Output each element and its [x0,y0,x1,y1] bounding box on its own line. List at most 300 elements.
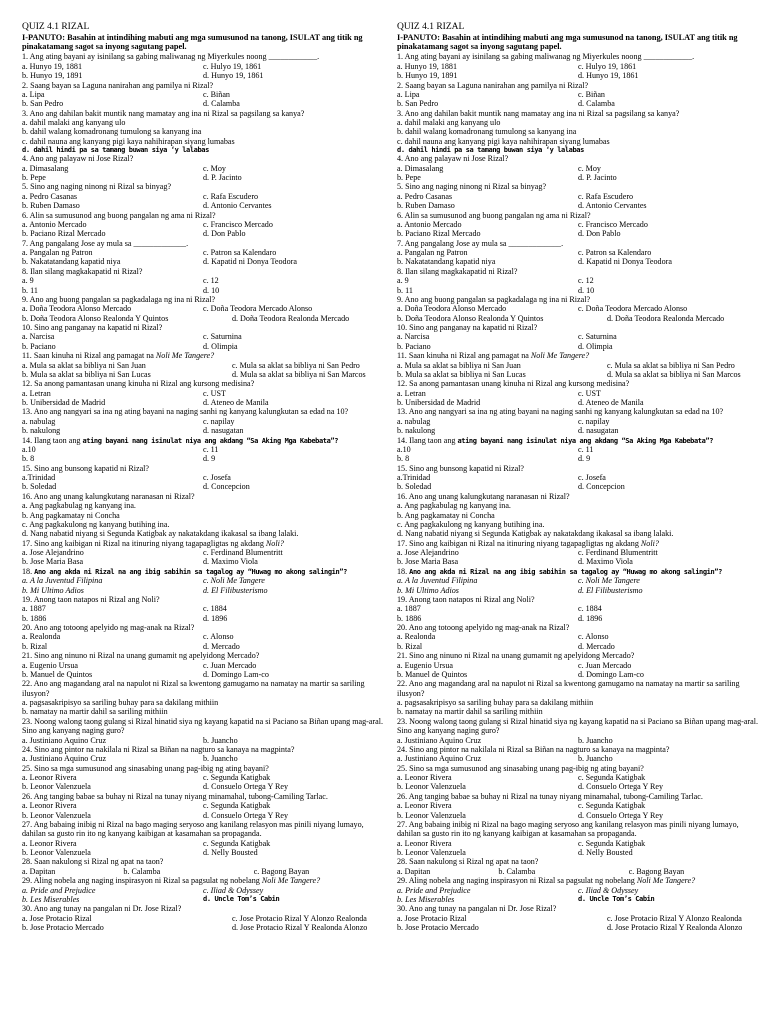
question-prompt: 22. Ano ang magandang aral na napulot ni Rizal sa kwentong gamugamo na namatay na martir sa sariling ilusyon? [22,679,365,698]
answer-choice: c. Biñan [578,89,605,99]
quiz-instructions: I-PANUTO: Basahin at intindihing mabuti ang mga sumusunod na tanong, ISULAT ang titik ng pinakatamang sagot sa inyong sagutang papel. [22,32,363,52]
answer-choice: d. El Filibusterismo [203,585,268,595]
answer-row [397,811,759,820]
question-prompt: 9. Ano ang buong pangalan sa pagkadalaga ng ina ni Rizal? [22,294,216,304]
answer-choice: d. Nang nabatid niyang si Segunda Katigbak ay nakatakdang ikakasal sa ibang lalaki. [22,529,299,539]
answer-row [397,914,759,923]
answer-choice: c. napilay [203,416,235,426]
answer-row [397,229,759,238]
answer-choice: a. Pride and Prejudice [22,885,96,895]
answer-choice: c. Segunda Katigbak [203,838,271,848]
question-text [397,379,759,388]
answer-choice: d. Uncle Tom’s Cabin [203,894,280,903]
answer-choice: b. Hunyo 19, 1891 [397,71,458,81]
answer-choice: b. 8 [397,454,410,464]
question-prompt: 3. Ano ang dahilan bakit muntik nang mamatay ang ina ni Rizal sa pagsilang sa kanya? [22,108,305,118]
question-text [22,876,384,885]
question-text [397,857,759,866]
answer-choice: a. Leonor Rivera [22,801,77,811]
answer-row [22,773,384,782]
answer-choice: c. Hulyo 19, 1861 [578,61,637,71]
answer-choice: b. Mi Ultimo Adios [397,585,459,595]
answer-choice: d. P. Jacinto [203,173,242,183]
question-prompt: 2. Saang bayan sa Laguna nanirahan ang pamilya ni Rizal? [397,80,589,90]
answer-choice: d. Nang nabatid niyang si Segunda Katigbak ay nakatakdang ikakasal sa ibang lalaki. [397,529,674,539]
answer-choice: c. Mula sa aklat sa bibliya ni San Pedro [231,360,360,370]
question-prompt: 15. Sino ang bunsong kapatid ni Rizal? [22,463,150,473]
answer-choice: a. pagsasakripisyo sa sariling buhay para sa dakilang mithiin [397,698,594,708]
answer-row [22,586,384,595]
question-text [397,679,759,698]
answer-choice: a. Leonor Rivera [397,801,452,811]
answer-choice: a. Realonda [22,632,61,642]
answer-row [397,848,759,857]
question-text [22,904,384,913]
question-text [22,351,384,360]
answer-choice: c. Iliad & Odyssey [578,885,639,895]
question-text [22,764,384,773]
answer-choice: b. Rizal [397,641,423,651]
question-prompt: 24. Sino ang pintor na nakilala ni Rizal sa Biñan na nagturo sa kanaya na magpinta? [397,744,670,754]
answer-choice: b. Leonor Valenzuela [22,848,91,858]
question-prompt: 20. Ano ang totoong apelyido ng mag-anak na Rizal? [397,623,570,633]
question-text [397,407,759,416]
question-title-italic: Noli Me Tangere? [636,876,696,886]
question-text [397,539,759,548]
answer-choice: b. Mi Ultimo Adios [22,585,84,595]
question-text [22,651,384,660]
answer-row [22,71,384,80]
answer-row [22,286,384,295]
quiz-instructions: I-PANUTO: Basahin at intindihing mabuti ang mga sumusunod na tanong, ISULAT ang titik ng pinakatamang sagot sa inyong sagutang papel. [397,32,738,52]
answer-choice: a. Letran [22,388,51,398]
answer-row [397,782,759,791]
answer-choice: b. 11 [22,285,38,295]
answer-choice: a. dahil malaki ang kanyang ulo [22,118,126,128]
question-prompt: 4. Ano ang palayaw ni Jose Rizal? [397,154,509,164]
question-prompt: 6. Alin sa sumusunod ang buong pangalan ng ama ni Rizal? [22,210,216,220]
question-text [22,492,384,501]
answer-choice: b. Les Miserables [22,894,80,904]
question-text [397,239,759,248]
question-prompt: 3. Ano ang dahilan bakit muntik nang mamatay ang ina ni Rizal sa pagsilang sa kanya? [397,108,680,118]
answer-choice: c. Josefa [578,473,606,483]
answer-choice: b. Ang pagkamatay ni Concha [22,510,120,520]
question-prompt: 21. Sino ang ninuno ni Rizal na unang gumamit ng apelyidong Mercado? [397,651,635,661]
question-prompt-special: Ano ang akda ni Rizal na ang ibig sabihin sa tagalog ay “Huwag mo akong salingin”? [34,567,347,576]
answer-choice: a. Eugenio Ursua [397,660,453,670]
answer-choice: c. Biñan [203,89,230,99]
quiz-column-right [397,22,759,932]
answer-row [22,276,384,285]
answer-row [22,370,384,379]
question-text [22,792,384,801]
answer-choice: a. Justiniano Aquino Cruz [397,754,482,764]
answer-choice: d. Olimpia [203,341,238,351]
answer-choice: d. Calamba [578,99,615,109]
question-text [22,109,384,118]
answer-choice: a. 1887 [397,604,421,614]
answer-choice: b. Jose Maria Basa [22,557,84,567]
question-prompt: 14. Ilang taon ang [397,435,458,445]
answer-choice: c. Doña Teodora Mercado Alonso [203,304,313,314]
question-prompt: 27. Ang babaing inibig ni Rizal na bago maging seryoso ang kanilang relasyon mas pinili niyang lumayo, dahilan sa gusto rin ito ng kanyang kaibigan at kasamahan sa propaganda. [22,819,364,839]
answer-choice: b. Doña Teodora Alonso Realonda Y Quintos [397,313,544,323]
answer-row [22,914,384,923]
question-prompt: 8. Ilan silang magkakapatid ni Rizal? [397,266,518,276]
answer-row [22,257,384,266]
question-text [397,211,759,220]
question-text [22,267,384,276]
answer-choice: d. Ateneo de Manila [578,398,644,408]
answer-row [22,642,384,651]
question-prompt: 15. Sino ang bunsong kapatid ni Rizal? [397,463,525,473]
answer-choice: c. Mula sa aklat sa bibliya ni San Pedro [606,360,735,370]
answer-row [397,62,759,71]
answer-choice: c. Ang pagkakulong ng kanyang butihing ina. [397,519,545,529]
answer-row [397,164,759,173]
question-prompt: 12. Sa anong pamantasan unang kinuha ni Rizal ang kursong medisina? [22,379,255,389]
question-prompt: 25. Sino sa mga sumusunod ang sinasabing unang pag-ibig ng ating bayani? [397,763,644,773]
answer-choice: d. 9 [578,454,591,464]
answer-choice: b. Calamba [123,866,161,876]
question-text [397,623,759,632]
answer-row [397,736,759,745]
answer-choice: c. Saturnina [578,332,617,342]
answer-choice: d. 10 [578,285,595,295]
question-text [22,717,384,736]
answer-choice: c. Segunda Katigbak [578,838,646,848]
question-prompt: 19. Anong taon natapos ni Rizal ang Noli? [22,594,160,604]
answer-row [397,173,759,182]
answer-choice: c. Ferdinand Blumentritt [203,548,283,558]
answer-choice: d. Concepcion [578,482,625,492]
answer-choice: d. Antonio Cervantes [203,201,272,211]
answer-row [22,220,384,229]
answer-row [22,99,384,108]
answer-choice: d. Doña Teodora Realonda Mercado [231,313,350,323]
answer-choice: d. Consuelo Ortega Y Rey [578,810,664,820]
answer-choice: a. Pangalan ng Patron [397,248,468,258]
answer-choice: b. 11 [397,285,413,295]
answer-choice: b. Les Miserables [397,894,455,904]
answer-choice: c. Bagong Bayan [628,866,685,876]
answer-row [397,754,759,763]
answer-choice: c. dahil nauna ang kanyang pigi kaya nahihirapan siyang lumabas [22,136,235,146]
question-prompt: 8. Ilan silang magkakapatid ni Rizal? [22,266,143,276]
answer-choice: d. 10 [203,285,220,295]
answer-row [397,895,759,904]
answer-row [397,614,759,623]
question-prompt: 12. Sa anong pamantasan unang kinuha ni Rizal ang kursong medisina? [397,379,630,389]
question-prompt: 10. Sino ang panganay na kapatid ni Rizal? [397,323,538,333]
answer-row [397,642,759,651]
question-prompt: 25. Sino sa mga sumusunod ang sinasabing unang pag-ibig ng ating bayani? [22,763,269,773]
answer-choice: b. Jose Protacio Mercado [397,923,479,933]
answer-choice: b. nakulong [22,426,61,436]
answer-row [22,576,384,585]
answer-choice: a. Ang pagkabulag ng kanyang ina. [22,501,136,511]
answer-choice: a. Narcisa [22,332,55,342]
answer-choice: d. Jose Protacio Rizal Y Realonda Alonzo [231,923,368,933]
answer-choice: a. Dapitan [397,866,431,876]
answer-choice: d. Consuelo Ortega Y Rey [203,782,289,792]
answer-choice: c. 11 [578,444,594,454]
answer-choice: c. 12 [578,276,594,286]
answer-choice: a. Lipa [22,89,45,99]
answer-choice: d. Maximo Viola [203,557,258,567]
answer-choice: d. nasugatan [203,426,244,436]
question-prompt: 16. Ano ang unang kalungkutang naranasan ni Rizal? [22,491,195,501]
answer-row [397,99,759,108]
question-text [22,323,384,332]
question-text [397,295,759,304]
question-text [397,651,759,660]
question-text [397,464,759,473]
answer-choice: d. dahil hindi pa sa tamang buwan siya ‘y lalabas [22,146,209,155]
answer-row [22,801,384,810]
answer-choice: a. Jose Protacio Rizal [22,913,92,923]
question-text [397,436,759,445]
answer-choice: d. El Filibusterismo [578,585,643,595]
answer-row [397,220,759,229]
answer-row [22,839,384,848]
answer-choice: d. Mula sa aklat sa bibliya ni San Marcos [231,369,366,379]
answer-choice: b. Paciano [22,341,56,351]
answer-choice: a. Antonio Mercado [397,219,462,229]
answer-row [22,886,384,895]
answer-choice: d. Nelly Bousted [578,848,633,858]
question-prompt: 11. Saan kinuha ni Rizal ang pamagat na [22,351,156,361]
answer-choice: c. Segunda Katigbak [203,801,271,811]
answer-choice: a. Dapitan [22,866,56,876]
answer-row [397,417,759,426]
question-text [22,820,384,839]
answer-choice: a. nabulag [22,416,56,426]
answer-choice: a. Hunyo 19, 1881 [22,61,83,71]
answer-choice: b. Pepe [22,173,46,183]
answer-choice: a. Letran [397,388,426,398]
answer-choice: c. Segunda Katigbak [578,773,646,783]
question-text [22,52,384,61]
answer-choice: b. Manuel de Quintos [22,669,93,679]
answer-row [22,201,384,210]
answer-row [397,389,759,398]
answer-choice: c. Alonso [203,632,234,642]
answer-choice: b. Leonor Valenzuela [397,810,466,820]
question-prompt: 29. Aling nobela ang naging inspirasyon ni Rizal sa pagsulat ng nobelang [397,876,637,886]
answer-choice: a. Pedro Casanas [22,191,78,201]
answer-row [22,614,384,623]
answer-choice: b. Juancho [203,735,238,745]
answer-choice: d. Mercado [203,641,240,651]
answer-row [397,482,759,491]
question-prompt: 20. Ano ang totoong apelyido ng mag-anak na Rizal? [22,623,195,633]
answer-choice: a. Jose Alejandrino [397,548,459,558]
answer-row [22,304,384,313]
answer-choice: b. Ang pagkamatay ni Concha [397,510,495,520]
answer-row [397,248,759,257]
question-prompt: 1. Ang ating bayani ay isinilang sa gabing maliwanag ng Miyerkules noong ____________. [397,52,695,62]
answer-row [397,670,759,679]
answer-choice: a. Mula sa aklat sa bibliya ni San Juan [397,360,521,370]
answer-row [397,90,759,99]
question-text [397,267,759,276]
answer-row [397,304,759,313]
answer-choice: d. Don Pablo [578,229,621,239]
answer-choice: c. Saturnina [203,332,242,342]
question-prompt: 7. Ang pangalang Jose ay mula sa _____________. [22,238,189,248]
answer-choice: c. 11 [203,444,219,454]
question-text [22,154,384,163]
question-prompt-special: Ano ang akda ni Rizal na ang ibig sabihin sa tagalog ay “Huwag mo akong salingin”? [409,567,722,576]
answer-choice: a.10 [397,444,411,454]
answer-row [22,604,384,613]
answer-row [22,398,384,407]
question-text [22,539,384,548]
answer-row [22,923,384,932]
answer-row [397,604,759,613]
question-text [22,379,384,388]
answer-choice: a. Dimasalang [397,163,444,173]
answer-choice: b. namatay na martir dahil sa sariling mithiin [397,707,543,717]
question-prompt: 30. Ano ang tunay na pangalan ni Dr. Jose Rizal? [22,904,182,914]
answer-choice: c. Patron sa Kalendaro [578,248,652,258]
answer-row [397,445,759,454]
answer-choice: a. A la Juventud Filipina [22,576,103,586]
question-text [22,623,384,632]
answer-choice: a. Justiniano Aquino Cruz [22,735,107,745]
answer-choice: d. Kapatid ni Donya Teodora [578,257,672,267]
answer-choice: a.Trinidad [22,473,56,483]
answer-choice: a.10 [22,444,36,454]
question-prompt: 22. Ano ang magandang aral na napulot ni Rizal sa kwentong gamugamo na namatay na martir sa sariling ilusyon? [397,679,740,698]
answer-choice: a. 9 [22,276,34,286]
question-prompt: 24. Sino ang pintor na nakilala ni Rizal sa Biñan na nagturo sa kanaya na magpinta? [22,744,295,754]
answer-choice: d. 1896 [203,613,228,623]
question-text [22,407,384,416]
answer-choice: a.Trinidad [397,473,431,483]
question-prompt: 5. Sino ang naging ninong ni Rizal sa binyag? [22,182,172,192]
question-text [397,52,759,61]
question-text [397,904,759,913]
answer-choice: b. namatay na martir dahil sa sariling mithiin [22,707,168,717]
answer-choice: b. Paciano Rizal Mercado [22,229,106,239]
answer-row [22,661,384,670]
answer-row [397,661,759,670]
answer-choice: b. Paciano [397,341,431,351]
answer-row [397,286,759,295]
answer-choice: b. Mula sa aklat sa bibliya ni San Lucas [397,369,526,379]
answer-row [22,473,384,482]
answer-choice: d. Doña Teodora Realonda Mercado [606,313,725,323]
question-prompt-special: ating bayani nang isinulat niya ang akdang “Sa Aking Mga Kabebata”? [457,436,714,445]
answer-choice: b. Juancho [578,735,613,745]
answer-choice: b. Manuel de Quintos [397,669,468,679]
question-text [397,109,759,118]
question-prompt: 27. Ang babaing inibig ni Rizal na bago maging seryoso ang kanilang relasyon mas pinili niyang lumayo, dahilan sa gusto rin ito ng kanyang kaibigan at kasamahan sa propaganda. [397,819,739,839]
answer-row [22,867,384,876]
answer-row [22,782,384,791]
answer-choice: a. Leonor Rivera [397,773,452,783]
question-text [22,745,384,754]
answer-row [22,426,384,435]
answer-choice: b. Soledad [397,482,432,492]
answer-choice: a. A la Juventud Filipina [397,576,478,586]
answer-choice: b. Nakatatandang kapatid niya [22,257,121,267]
question-text [397,492,759,501]
answer-choice: b. 1886 [397,613,422,623]
answer-choice: b. Jose Protacio Mercado [22,923,104,933]
answer-choice: a. Antonio Mercado [22,219,87,229]
answer-choice: c. Moy [203,163,226,173]
answer-choice: c. Segunda Katigbak [578,801,646,811]
answer-choice: c. Jose Protacio Rizal Y Alonzo Realonda [231,913,367,923]
answer-row [397,454,759,463]
question-text [22,857,384,866]
question-prompt: 6. Alin sa sumusunod ang buong pangalan ng ama ni Rizal? [397,210,591,220]
quiz-column-left [22,22,384,932]
answer-choice: a. Jose Alejandrino [22,548,84,558]
question-prompt: 9. Ano ang buong pangalan sa pagkadalaga ng ina ni Rizal? [397,294,591,304]
answer-row [397,886,759,895]
question-text [397,81,759,90]
answer-choice: c. Rafa Escudero [578,191,634,201]
question-text [22,436,384,445]
question-text [397,876,759,885]
answer-choice: c. Alonso [578,632,609,642]
question-text [397,717,759,736]
answer-choice: c. 1884 [203,604,227,614]
question-prompt: 23. Noong walong taong gulang si Rizal hinatid siya ng kayang kapatid na si Paciano sa Biñan upang mag-aral. Sino ang kanyang naging guro? [22,716,383,736]
answer-choice: d. Hunyo 19, 1861 [203,71,264,81]
answer-choice: a. Narcisa [397,332,430,342]
answer-row [22,192,384,201]
answer-choice: d. Nelly Bousted [203,848,258,858]
answer-choice: b. Mula sa aklat sa bibliya ni San Lucas [22,369,151,379]
answer-choice: d. Hunyo 19, 1861 [578,71,639,81]
answer-choice: b. Juancho [578,754,613,764]
question-text [397,351,759,360]
question-title-italic: Noli Me Tangere? [155,351,215,361]
question-prompt: 30. Ano ang tunay na pangalan ni Dr. Jose Rizal? [397,904,557,914]
answer-choice: c. napilay [578,416,610,426]
question-prompt: 19. Anong taon natapos ni Rizal ang Noli? [397,594,535,604]
question-text [397,820,759,839]
answer-choice: a. pagsasakripisyo sa sariling buhay para sa dakilang mithiin [22,698,219,708]
answer-choice: b. Juancho [203,754,238,764]
answer-row [22,670,384,679]
answer-row [397,201,759,210]
answer-choice: d. Domingo Lam-co [578,669,644,679]
answer-choice: c. Noli Me Tangere [203,576,265,586]
answer-choice: c. Jose Protacio Rizal Y Alonzo Realonda [606,913,742,923]
answer-choice: a. Justiniano Aquino Cruz [22,754,107,764]
answer-choice: c. Ferdinand Blumentritt [578,548,658,558]
quiz-title: QUIZ 4.1 RIZAL [397,22,465,32]
answer-choice: a. Eugenio Ursua [22,660,78,670]
answer-choice: c. UST [203,388,226,398]
question-text [22,679,384,698]
question-prompt-special: ating bayani nang isinulat niya ang akdang “Sa Aking Mga Kabebata”? [82,436,339,445]
question-text [397,567,759,576]
question-prompt: 28. Saan nakulong si Rizal ng apat na taon? [397,857,539,867]
answer-choice: c. 1884 [578,604,602,614]
answer-choice: b. 8 [22,454,35,464]
answer-choice: d. Consuelo Ortega Y Rey [203,810,289,820]
answer-choice: c. Segunda Katigbak [203,773,271,783]
answer-choice: d. Mercado [578,641,615,651]
